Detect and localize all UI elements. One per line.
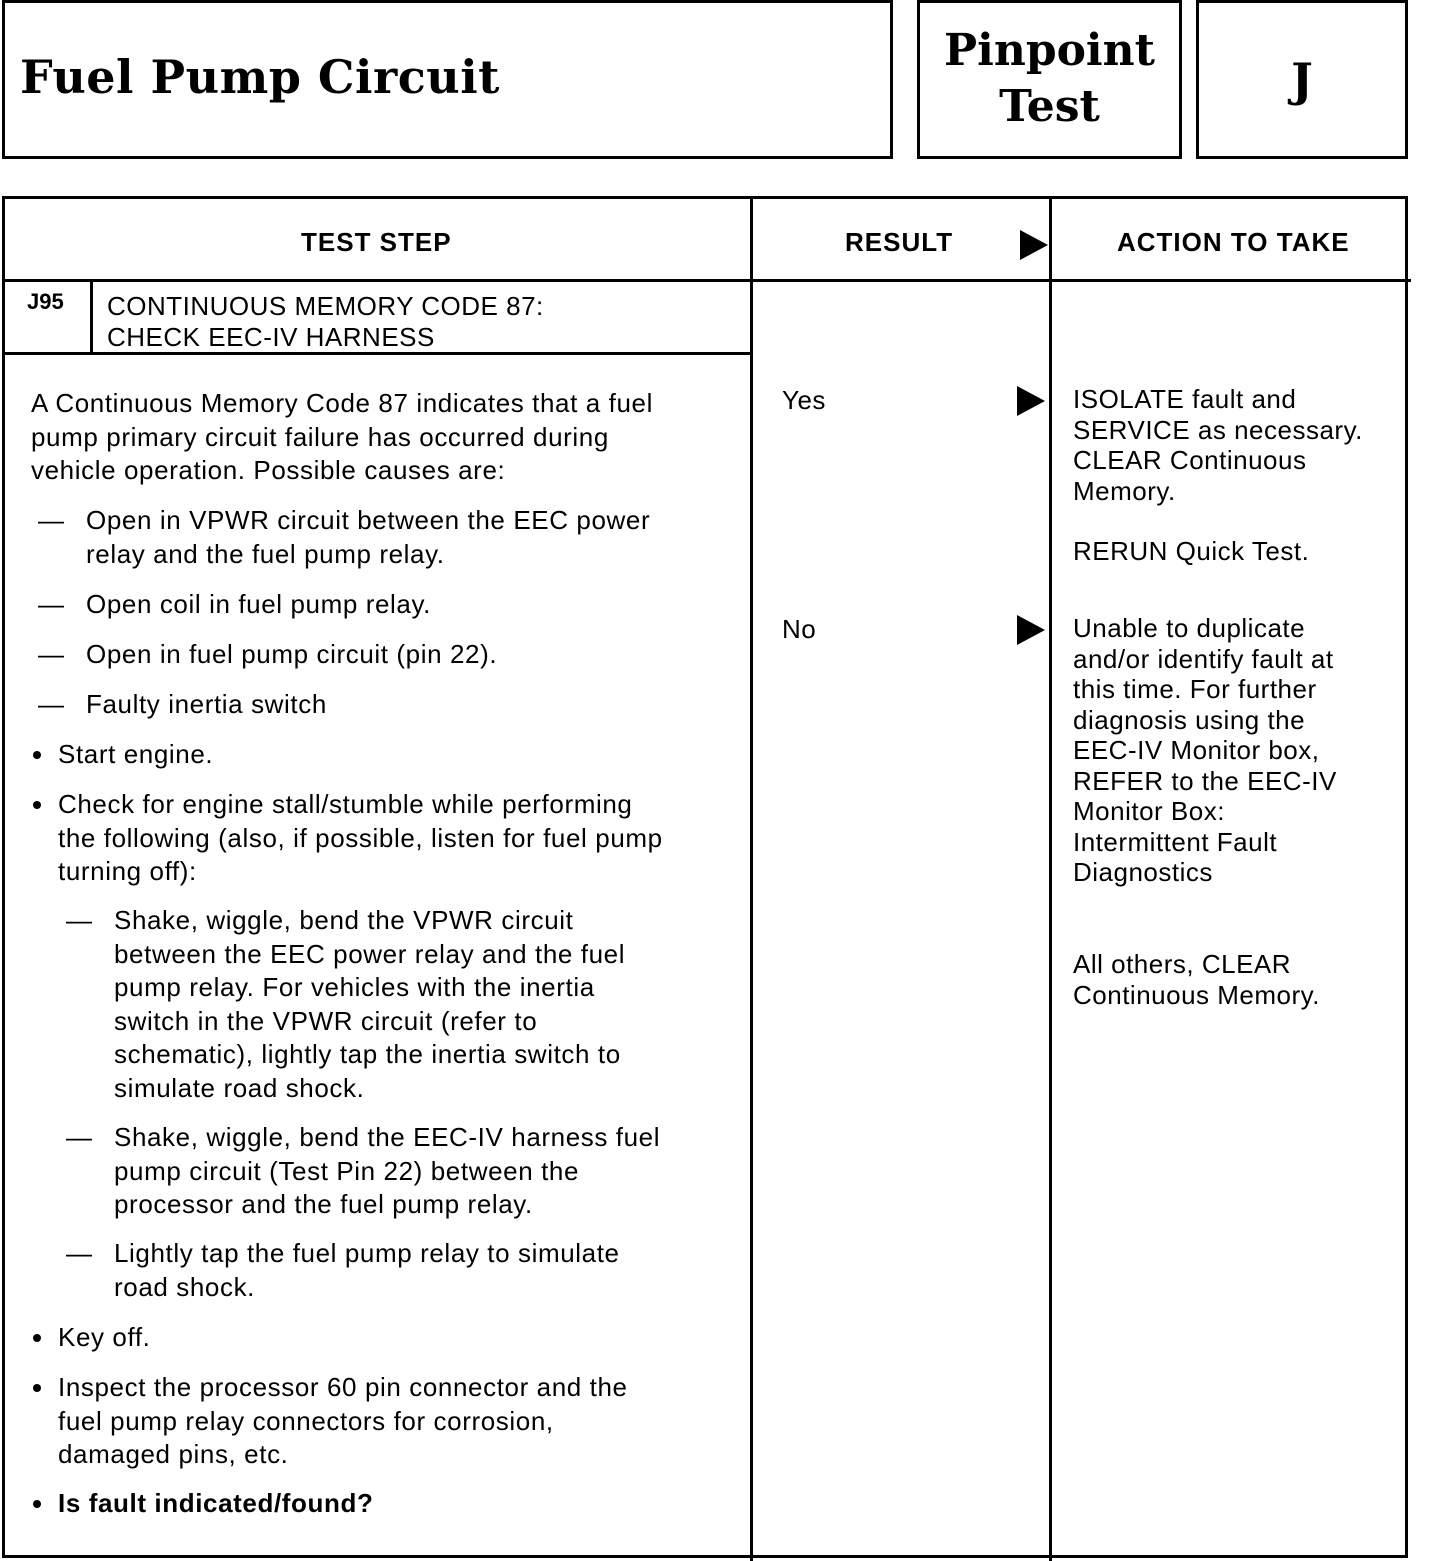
action-yes (1073, 384, 1363, 506)
instruction-start-engine: Start engine. (58, 739, 214, 769)
dash-icon: — (38, 689, 64, 719)
column-header-action: ACTION TO TAKE (1117, 227, 1350, 257)
instruction-inspect (58, 1371, 628, 1472)
test-type-line-1: Pinpoint (944, 25, 1155, 76)
bullet-icon (33, 1500, 41, 1508)
inspect-line: damaged pins, etc. (58, 1439, 289, 1469)
action-no (1073, 613, 1337, 888)
sub-step (114, 1121, 660, 1222)
test-type-line-2: Test (999, 81, 1100, 132)
dash-icon: — (66, 905, 92, 935)
sub-step-line: between the EEC power relay and the fuel (114, 938, 626, 969)
column-header-test-step: TEST STEP (301, 227, 452, 257)
sub-step-line: pump relay. For vehicles with the inertia (114, 972, 595, 1002)
sub-step-line: pump circuit (Test Pin 22) between the (114, 1155, 580, 1186)
step-title-line-1: CONTINUOUS MEMORY CODE 87: (107, 291, 544, 321)
bullet-icon (33, 801, 41, 809)
cause-line: relay and the fuel pump relay. (86, 538, 445, 569)
result-arrow-icon (1020, 230, 1048, 260)
cause-line: Open in VPWR circuit between the EEC power (86, 505, 651, 535)
result-yes: Yes (782, 385, 826, 415)
dash-icon: — (38, 639, 64, 669)
action-line: CLEAR Continuous (1073, 445, 1307, 475)
action-line: EEC-IV Monitor box, (1073, 735, 1320, 765)
step-question: Is fault indicated/found? (58, 1488, 374, 1518)
action-all-others (1073, 949, 1320, 1010)
sub-step-line: Shake, wiggle, bend the VPWR circuit (114, 905, 574, 935)
sub-step-line: schematic), lightly tap the inertia switch to (114, 1039, 621, 1069)
action-line: this time. For further (1073, 674, 1317, 704)
test-letter: J (1291, 53, 1313, 107)
check-line: turning off): (58, 856, 197, 886)
sub-step-line: simulate road shock. (114, 1072, 365, 1103)
cause-item (86, 504, 650, 571)
action-yes-rerun: RERUN Quick Test. (1073, 536, 1310, 566)
sub-step-line: road shock. (114, 1271, 256, 1302)
action-line: Continuous Memory. (1073, 979, 1320, 1010)
sub-step-line: switch in the VPWR circuit (refer to (114, 1005, 538, 1036)
header-row-divider (5, 279, 1411, 282)
action-line: Memory. (1073, 475, 1176, 506)
intro-line: A Continuous Memory Code 87 indicates that a fuel (31, 388, 653, 418)
test-type-label (920, 23, 1179, 135)
bullet-icon (33, 751, 41, 759)
intro-line: vehicle operation. Possible causes are: (31, 455, 506, 485)
inspect-line: Inspect the processor 60 pin connector and the (58, 1372, 628, 1402)
page-title: Fuel Pump Circuit (20, 50, 500, 104)
check-line: the following (also, if possible, listen for fuel pump (58, 822, 663, 853)
step-title (107, 291, 544, 353)
test-type-box (917, 0, 1182, 159)
inspect-line: fuel pump relay connectors for corrosion, (58, 1405, 554, 1436)
bullet-icon (33, 1334, 41, 1342)
dash-icon: — (38, 505, 64, 535)
step-id: J95 (27, 289, 64, 314)
intro-line: pump primary circuit failure has occurred during (31, 421, 609, 452)
bullet-icon (33, 1384, 41, 1392)
action-line: Diagnostics (1073, 857, 1213, 887)
column-divider-result (750, 199, 753, 1561)
action-line: All others, CLEAR (1073, 949, 1292, 979)
sub-step (114, 904, 625, 1105)
sub-step-line: processor and the fuel pump relay. (114, 1189, 533, 1219)
dash-icon: — (66, 1238, 92, 1268)
action-line: ISOLATE fault and (1073, 384, 1297, 414)
sub-step-line: Shake, wiggle, bend the EEC-IV harness fuel (114, 1122, 661, 1152)
column-header-result: RESULT (845, 227, 954, 257)
yes-arrow-icon (1017, 386, 1045, 416)
step-intro (31, 387, 653, 488)
sub-step-line: Lightly tap the fuel pump relay to simulate (114, 1238, 620, 1268)
sub-step (114, 1237, 620, 1304)
cause-item: Open coil in fuel pump relay. (86, 589, 431, 619)
instruction-check (58, 788, 663, 889)
result-no: No (782, 614, 817, 644)
test-letter-box (1196, 0, 1408, 159)
action-line: and/or identify fault at (1073, 643, 1334, 674)
action-line: diagnosis using the (1073, 704, 1306, 735)
step-title-line-2: CHECK EEC-IV HARNESS (107, 322, 435, 352)
action-line: Intermittent Fault (1073, 826, 1278, 857)
check-line: Check for engine stall/stumble while performing (58, 789, 633, 819)
no-arrow-icon (1017, 615, 1045, 645)
action-line: SERVICE as necessary. (1073, 414, 1363, 445)
cause-item: Open in fuel pump circuit (pin 22). (86, 639, 498, 669)
column-divider-action (1049, 199, 1052, 1561)
action-line: Monitor Box: (1073, 796, 1225, 826)
action-line: REFER to the EEC-IV (1073, 765, 1337, 796)
action-line: Unable to duplicate (1073, 613, 1306, 643)
dash-icon: — (66, 1122, 92, 1152)
title-box (2, 0, 893, 159)
instruction-key-off: Key off. (58, 1322, 151, 1352)
step-id-divider (90, 281, 93, 353)
cause-item: Faulty inertia switch (86, 689, 327, 719)
dash-icon: — (38, 589, 64, 619)
